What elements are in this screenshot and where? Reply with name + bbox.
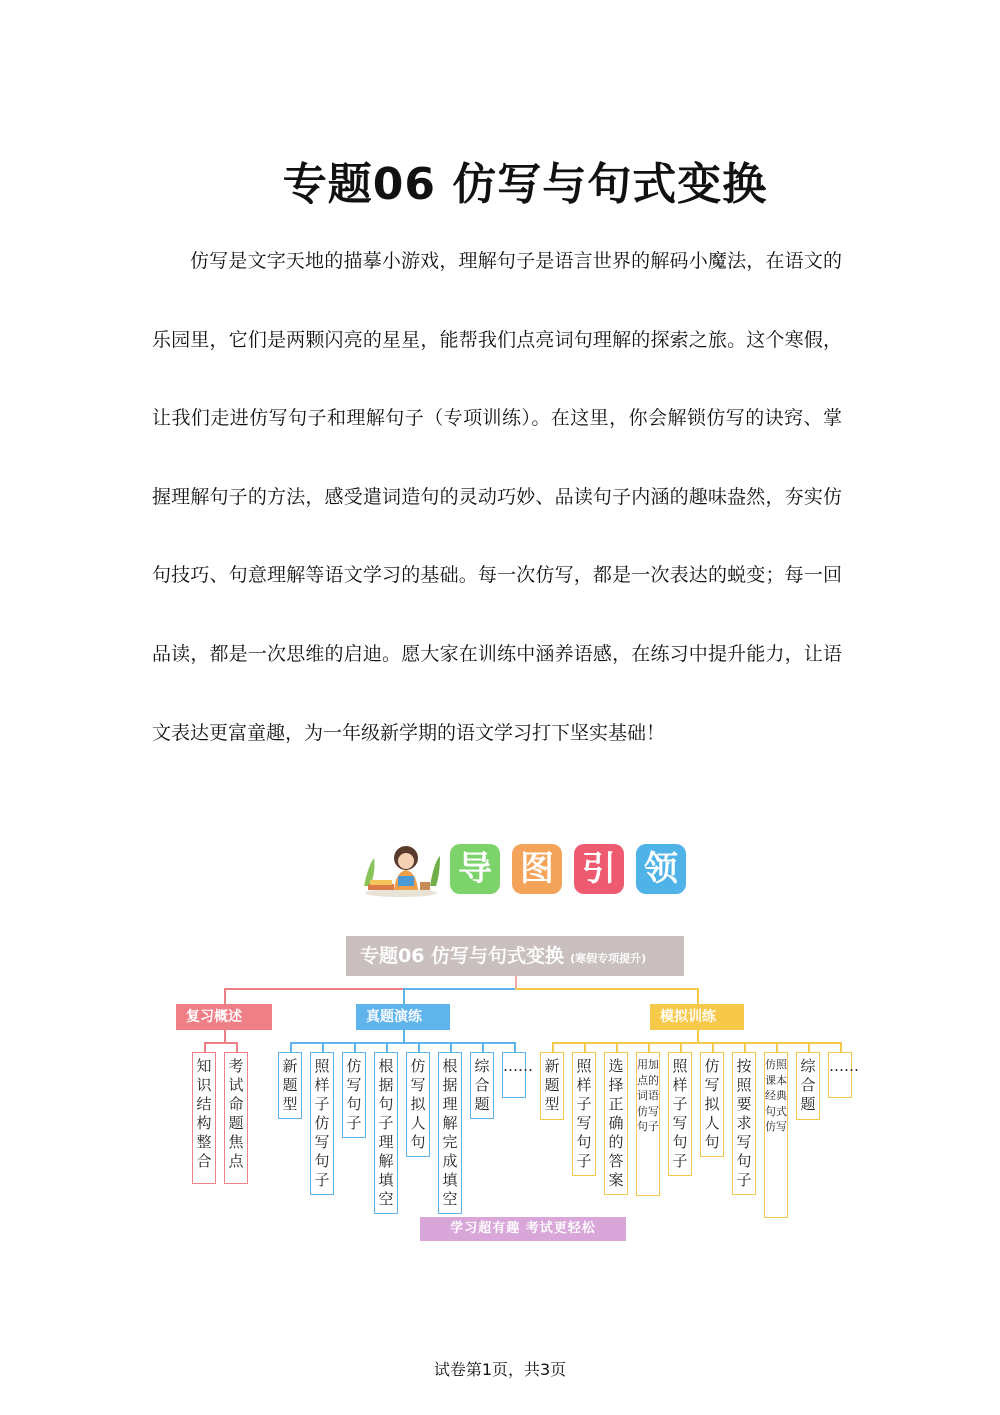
intro-text: 仿写是文字天地的描摹小游戏，理解句子是语言世界的解码小魔法，在语文的乐园里，它们是两颗闪亮的星星，能帮我们点亮词句理解的探索之旅。这个寒假，让我们走进仿写句子和理解句子（专项训练）。在这里，你会解锁仿写的诀窍、掌握理解句子的方法，感受遣词造句的灵动巧妙、品读句子内涵的趣味盎然，夯实仿句技巧、句意理解等语文学习的基础。每一次仿写，都是一次表达的蜕变；每一回品读，都是一次思维的启迪。愿大家在训练中涵养语感，在练习中提升能力，让语文表达更富童趣，为一年级新学期的语文学习打下坚实基础！	[152, 250, 842, 744]
leaf-connector	[744, 1042, 746, 1052]
leaf-node: ……	[502, 1052, 526, 1098]
leaf-connector	[354, 1042, 356, 1052]
page-title: 专题06 仿写与句式变换	[282, 159, 768, 210]
leaf-connector	[236, 1042, 238, 1052]
leaf-node: 根据理解完成填空	[438, 1052, 462, 1214]
leaf-connector	[204, 1042, 206, 1052]
leaf-node: 新题型	[278, 1052, 302, 1119]
leaf-node: 综合题	[470, 1052, 494, 1119]
tile-2	[512, 844, 562, 894]
leaf-connector	[552, 1042, 554, 1052]
leaf-connector	[290, 1042, 292, 1052]
branch-drop	[697, 988, 699, 1004]
tile-char: 引	[582, 849, 616, 889]
tile-char: 图	[520, 849, 554, 889]
leaf-node: 知识结构整合	[192, 1052, 216, 1184]
root-label: 专题06 仿写与句式变换	[360, 945, 565, 967]
leaf-node: 照样子仿写句子	[310, 1052, 334, 1195]
reading-girl-illustration	[360, 838, 442, 898]
branch-drop	[224, 988, 226, 1004]
leaf-connector	[514, 1042, 516, 1052]
leaf-bus-drop	[403, 1030, 405, 1042]
leaf-connector	[450, 1042, 452, 1052]
leaf-bus-drop	[224, 1030, 226, 1042]
guide-banner	[360, 838, 690, 900]
intro-paragraph	[152, 222, 842, 772]
branch-connector	[515, 988, 697, 990]
page-number: 试卷第1页，共3页	[433, 1360, 567, 1379]
branch-drop	[403, 988, 405, 1004]
leaf-node: 仿照课本经典句式仿写	[764, 1052, 788, 1218]
leaf-connector	[482, 1042, 484, 1052]
leaf-node: 仿写拟人句	[700, 1052, 724, 1157]
leaf-connector	[386, 1042, 388, 1052]
branch-label: 真题演练	[356, 1004, 450, 1030]
leaf-connector	[322, 1042, 324, 1052]
leaf-node: 考试命题焦点	[224, 1052, 248, 1184]
branch-connector	[403, 988, 515, 990]
tile-char: 导	[458, 849, 492, 889]
leaf-bus-drop	[697, 1030, 699, 1042]
tile-char: 领	[644, 849, 678, 889]
mindmap-footer-badge: 学习超有趣 考试更轻松	[420, 1217, 626, 1241]
leaf-node: 照样子写句子	[572, 1052, 596, 1176]
leaf-connector	[808, 1042, 810, 1052]
leaf-node: ……	[828, 1052, 852, 1098]
root-note: (寒假专项提升)	[570, 952, 647, 965]
leaf-connector	[840, 1042, 842, 1052]
leaf-node: 按照要求写句子	[732, 1052, 756, 1195]
leaf-bus	[552, 1042, 840, 1044]
leaf-node: 综合题	[796, 1052, 820, 1120]
leaf-node: 仿写拟人句	[406, 1052, 430, 1157]
tile-1	[450, 844, 500, 894]
leaf-connector	[776, 1042, 778, 1052]
leaf-connector	[616, 1042, 618, 1052]
leaf-connector	[680, 1042, 682, 1052]
branch-label: 模拟训练	[650, 1004, 744, 1030]
leaf-node: 根据句子理解填空	[374, 1052, 398, 1214]
leaf-bus	[204, 1042, 236, 1044]
leaf-connector	[648, 1042, 650, 1052]
mind-map	[170, 932, 860, 1252]
leaf-bus	[290, 1042, 514, 1044]
root-connector	[515, 976, 517, 988]
leaf-node: 新题型	[540, 1052, 564, 1120]
leaf-node: 用加点的词语仿写句子	[636, 1052, 660, 1196]
mindmap-root	[346, 936, 684, 976]
leaf-node: 选择正确的答案	[604, 1052, 628, 1195]
tile-3	[574, 844, 624, 894]
leaf-node: 仿写句子	[342, 1052, 366, 1138]
leaf-connector	[712, 1042, 714, 1052]
leaf-node: 照样子写句子	[668, 1052, 692, 1176]
leaf-connector	[584, 1042, 586, 1052]
branch-label: 复习概述	[176, 1004, 272, 1030]
tile-4	[636, 844, 686, 894]
leaf-connector	[418, 1042, 420, 1052]
